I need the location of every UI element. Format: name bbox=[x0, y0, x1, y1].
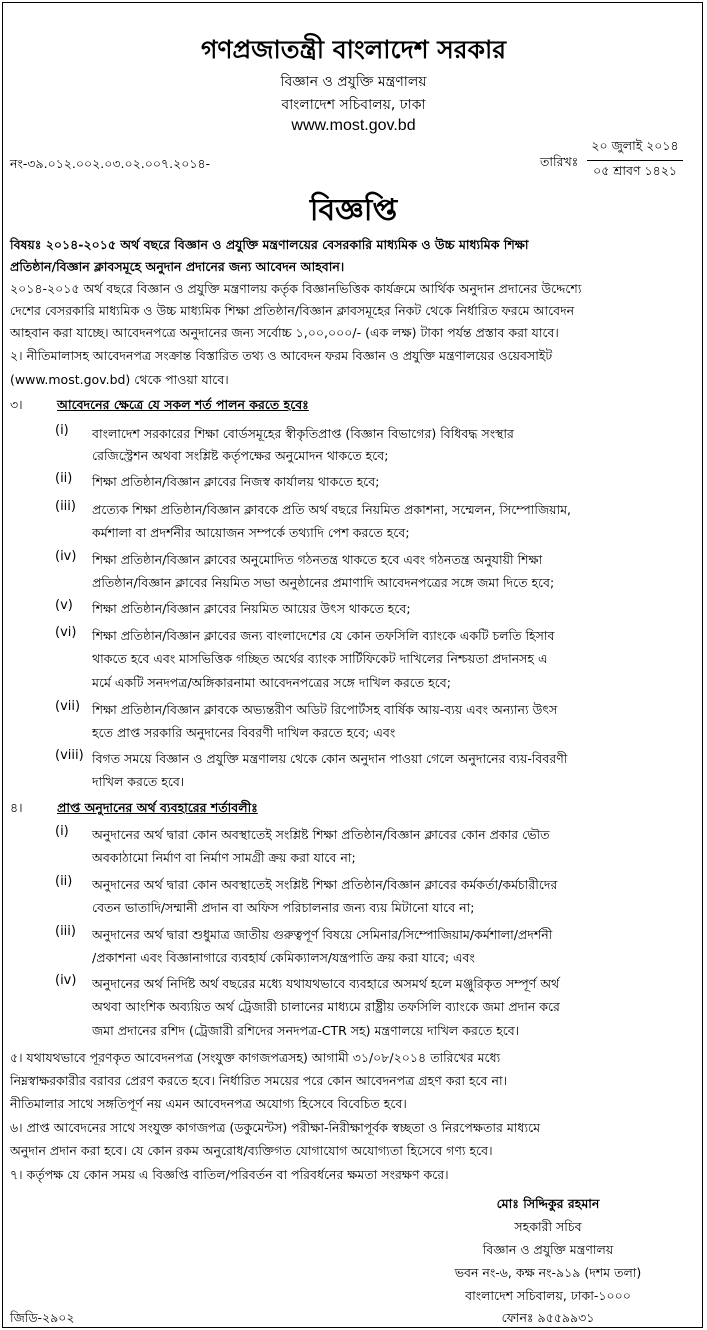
s3-item-1-num: (i) bbox=[55, 423, 69, 438]
para2-line-1: ২। নীতিমালাসহ আবেদনপত্র সংক্রান্ত বিস্তারিত তথ্য ও আবেদন ফরম বিজ্ঞান ও প্রযুক্তি মন্ত্রণালয়ের ওয়েবসাইট bbox=[10, 348, 553, 363]
section4-heading: প্রাপ্ত অনুদানের অর্থ ব্যবহারের শর্তাবলীঃ bbox=[57, 800, 258, 815]
signatory-name: মোঃ সিদ্দিকুর রহমান bbox=[496, 1196, 600, 1211]
s4-item-1-num: (i) bbox=[55, 824, 69, 839]
s4-item-3-line-1: অনুদানের অর্থ দ্বারা শুধুমাত্র জাতীয় গুরুত্বপূর্ণ বিষয়ে সেমিনার/সিম্পোজিয়াম/কর্মশালা/প্রদর্শনী bbox=[92, 927, 553, 942]
para5-line-1: ৫। যথাযথভাবে পূরণকৃত আবেদনপত্র (সংযুক্ত কাগজপত্রসহ) আগামী ৩১/০৮/২০১৪ তারিখের মধ্যে bbox=[10, 1050, 501, 1065]
s3-item-8-line-1: বিগত সময়ে বিজ্ঞান ও প্রযুক্তি মন্ত্রণালয় থেকে কোন অনুদান পাওয়া গেলে অনুদানের ব্যয়-বিবরণী bbox=[92, 751, 568, 766]
s3-item-4-num: (iv) bbox=[55, 549, 77, 564]
para7-line: ৭। কর্তৃপক্ষ যে কোন সময় এ বিজ্ঞপ্তি বাতিল/পরিবর্তন বা পরিবর্ধনের ক্ষমতা সংরক্ষণ করে। bbox=[10, 1167, 449, 1182]
memo-ref-number: নং-৩৯.০১২.০০২.০৩.০২.০০৭.২০১৪- bbox=[10, 156, 211, 171]
signatory-ministry: বিজ্ঞান ও প্রযুক্তি মন্ত্রণালয় bbox=[482, 1242, 614, 1257]
s3-item-5-line-1: শিক্ষা প্রতিষ্ঠান/বিজ্ঞান ক্লাবের নিয়মিত আয়ের উৎস থাকতে হবে; bbox=[92, 601, 411, 616]
signatory-phone: ফোনঃ ৯৫৫৯৯৩১ bbox=[501, 1310, 595, 1325]
s3-item-4-line-1: শিক্ষা প্রতিষ্ঠান/বিজ্ঞান ক্লাবের অনুমোদিত গঠনতন্ত্র থাকতে হবে এবং গঠনতন্ত্র অনুযায়ী শিক্ষা bbox=[92, 552, 543, 567]
s3-item-4-line-2: প্রতিষ্ঠান/বিজ্ঞান ক্লাবের নিয়মিত সভা অনুষ্ঠানের প্রমাণাদি আবেদনপত্রের সঙ্গে জমা দিতে হবে; bbox=[92, 575, 555, 590]
notice-title: বিজ্ঞপ্তি bbox=[309, 193, 398, 228]
section3-number: ৩। bbox=[10, 397, 23, 412]
s3-item-5-num: (v) bbox=[55, 598, 73, 613]
government-title: গণপ্রজাতন্ত্রী বাংলাদেশ সরকার bbox=[201, 35, 506, 64]
s4-item-4-line-2: অথবা আংশিক অব্যয়িত অর্থ ট্রেজারী চালানের মাধ্যমে রাষ্ট্রীয় তফসিলি ব্যাংকে জমা প্রদান করে bbox=[92, 999, 560, 1014]
subject-line-1: বিষয়ঃ ২০১৪-২০১৫ অর্থ বছরে বিজ্ঞান ও প্রযুক্তি মন্ত্রণালয়ের বেসরকারি মাধ্যমিক ও উচ্চ মাধ্যমিক শিক্ষা bbox=[10, 237, 529, 252]
para2-line-2: (www.most.gov.bd) থেকে পাওয়া যাবে। bbox=[10, 372, 229, 387]
s4-item-2-line-1: অনুদানের অর্থ দ্বারা কোন অবস্থাতেই সংশ্লিষ্ট শিক্ষা প্রতিষ্ঠান/বিজ্ঞান ক্লাবের কর্মকর্তা/কর্মচারীদের bbox=[92, 877, 558, 892]
para6-line-1: ৬। প্রাপ্ত আবেদনের সাথে সংযুক্ত কাগজপত্র (ডকুমেন্টস) পরীক্ষা-নিরীক্ষাপূর্বক স্বচ্ছতা ও নিরপেক্ষতার মাধ্যমে bbox=[10, 1120, 541, 1135]
s4-item-2-num: (ii) bbox=[55, 874, 73, 889]
s3-item-1-line-1: বাংলাদেশ সরকারের শিক্ষা বোর্ডসমূহের স্বীকৃতিপ্রাপ্ত (বিজ্ঞান বিভাগের) বিধিবদ্ধ সংস্থার bbox=[92, 426, 514, 441]
intro-line-1: ২০১৪-২০১৫ অর্থ বছরে বিজ্ঞান ও প্রযুক্তি মন্ত্রণালয় কর্তৃক বিজ্ঞানভিত্তিক কার্যক্রমে আর্থিক অনুদান প্রদানের উদ্দেশ্যে bbox=[10, 281, 582, 296]
s3-item-3-line-1: প্রত্যেক শিক্ষা প্রতিষ্ঠান/বিজ্ঞান ক্লাবকে প্রতি অর্থ বছরে নিয়মিত প্রকাশনা, সম্মেলন, সিম্পোজিয়াম, bbox=[92, 502, 572, 517]
website-link[interactable]: www.most.gov.bd bbox=[291, 117, 416, 134]
s3-item-1-line-2: রেজিস্ট্রেশন অথবা সংশ্লিষ্ট কর্তৃপক্ষের অনুমোদন থাকতে হবে; bbox=[92, 448, 389, 463]
s4-item-4-num: (iv) bbox=[55, 973, 77, 988]
s4-item-1-line-2: অবকাঠামো নির্মাণ বা নির্মাণ সামগ্রী ক্রয় করা যাবে না; bbox=[92, 850, 356, 865]
intro-line-3: আহবান করা যাচ্ছে। আবেদনপত্রে অনুদানের জন্য সর্বোচ্চ ১,০০,০০০/- (এক লক্ষ) টাকা পর্যন্ত প্রস্তাব করা যাবে। bbox=[10, 325, 559, 340]
subject-line-2: প্রতিষ্ঠান/বিজ্ঞান ক্লাবসমূহে অনুদান প্রদানের জন্য আবেদন আহবান। bbox=[10, 259, 345, 274]
s4-item-2-line-2: বেতন ভাতাদি/সম্মানী প্রদান বা অফিস পরিচালনার জন্য ব্যয় মিটানো যাবে না; bbox=[92, 900, 475, 915]
s3-item-8-line-2: দাখিল করতে হবে। bbox=[92, 774, 185, 789]
s3-item-8-num: (viii) bbox=[55, 748, 84, 763]
date-divider bbox=[587, 160, 683, 161]
ministry-address: বাংলাদেশ সচিবালয়, ঢাকা bbox=[281, 97, 426, 113]
date-label: তারিখঃ bbox=[540, 154, 579, 169]
s3-item-6-line-3: মর্মে একটি সনদপত্র/অঙ্গিকারনামা আবেদনপত্রের সঙ্গে দাখিল করতে হবে; bbox=[92, 675, 451, 690]
date-bangla: ০৫ শ্রাবণ ১৪২১ bbox=[593, 163, 677, 178]
ministry-name: বিজ্ঞান ও প্রযুক্তি মন্ত্রণালয় bbox=[280, 74, 427, 90]
s3-item-7-line-1: শিক্ষা প্রতিষ্ঠান/বিজ্ঞান ক্লাবকে অভ্যন্তরীণ অডিট রিপোর্টসহ বার্ষিক আয়-ব্যয় এবং অন্যান্য উৎস bbox=[92, 702, 558, 717]
intro-line-2: দেশের বেসরকারি মাধ্যমিক ও উচ্চ মাধ্যমিক শিক্ষা প্রতিষ্ঠান/বিজ্ঞান ক্লাবসমূহের নিকট থেকে নির্ধারিত ফরমে আবেদন bbox=[10, 303, 575, 318]
signatory-building: ভবন নং-৬, কক্ষ নং-৯১৯ (দশম তলা) bbox=[454, 1265, 642, 1280]
s3-item-3-num: (iii) bbox=[55, 499, 76, 514]
s4-item-3-num: (iii) bbox=[55, 924, 76, 939]
s3-item-2-num: (ii) bbox=[55, 471, 73, 486]
s4-item-1-line-1: অনুদানের অর্থ দ্বারা কোন অবস্থাতেই সংশ্লিষ্ট শিক্ষা প্রতিষ্ঠান/বিজ্ঞান ক্লাবের কোন প্রকার ভৌত bbox=[92, 827, 550, 842]
date-gregorian: ২০ জুলাই ২০১৪ bbox=[591, 138, 679, 153]
signatory-designation: সহকারী সচিব bbox=[514, 1219, 582, 1234]
s3-item-6-line-2: থাকতে হবে এবং মাসভিত্তিক গচ্ছিত অর্থের ব্যাংক সার্টিফিকেট দাখিলের নিশ্চয়তা প্রদানসহ এ bbox=[92, 651, 548, 666]
section3-heading: আবেদনের ক্ষেত্রে যে সকল শর্ত পালন করতে হবেঃ bbox=[57, 397, 309, 412]
s3-item-7-line-2: হতে প্রাপ্ত সরকারি অনুদানের বিবরণী দাখিল করতে হবে; এবং bbox=[92, 725, 396, 740]
s4-item-3-line-2: /প্রকাশনা এবং বিজ্ঞানাগারে ব্যবহার্য কেমিক্যালস/যন্ত্রপাতি ক্রয় করা যাবে; এবং bbox=[92, 950, 475, 965]
s4-item-4-line-3: জমা প্রদানের রশিদ (ট্রেজারী রশিদের সনদপত্র-CTR সহ) মন্ত্রণালয়ে দাখিল করতে হবে। bbox=[92, 1023, 520, 1038]
s3-item-6-line-1: শিক্ষা প্রতিষ্ঠান/বিজ্ঞান ক্লাবের জন্য বাংলাদেশের যে কোন তফসিলি ব্যাংকে একটি চলতি হিসাব bbox=[92, 628, 555, 643]
s3-item-2-line-1: শিক্ষা প্রতিষ্ঠান/বিজ্ঞান ক্লাবের নিজস্ব কার্যালয় থাকতে হবে; bbox=[92, 474, 380, 489]
para6-line-2: অনুদান প্রদান করা হবে। যে কোন রকম অনুরোধ/ব্যক্তিগত যোগাযোগ অযোগ্যতা হিসেবে গণ্য হবে। bbox=[10, 1143, 493, 1158]
signatory-address: বাংলাদেশ সচিবালয়, ঢাকা-১০০০ bbox=[465, 1288, 631, 1303]
s3-item-3-line-2: কর্মশালা বা প্রদর্শনীর আয়োজন সম্পর্কে তথ্যাদি পেশ করতে হবে; bbox=[92, 525, 410, 540]
gd-code: জিডি-২৯০২ bbox=[10, 1310, 75, 1325]
para5-line-2: নিম্নস্বাক্ষরকারীর বরাবর প্রেরণ করতে হবে। নির্ধারিত সময়ের পরে কোন আবেদনপত্র গ্রহণ করা হবে না। bbox=[10, 1073, 508, 1088]
para5-line-3: নীতিমালার সাথে সঙ্গতিপূর্ণ নয় এমন আবেদনপত্র অযোগ্য হিসেবে বিবেচিত হবে। bbox=[10, 1096, 407, 1111]
s3-item-6-num: (vi) bbox=[55, 625, 77, 640]
s4-item-4-line-1: অনুদানের অর্থ নির্দিষ্ট অর্থ বছরের মধ্যে যথাযথভাবে ব্যবহারে অসমর্থ হলে মঞ্জুরিকৃত সম্পূর্ণ অর্থ bbox=[92, 976, 560, 991]
s3-item-7-num: (vii) bbox=[55, 699, 81, 714]
section4-number: ৪। bbox=[10, 800, 23, 815]
